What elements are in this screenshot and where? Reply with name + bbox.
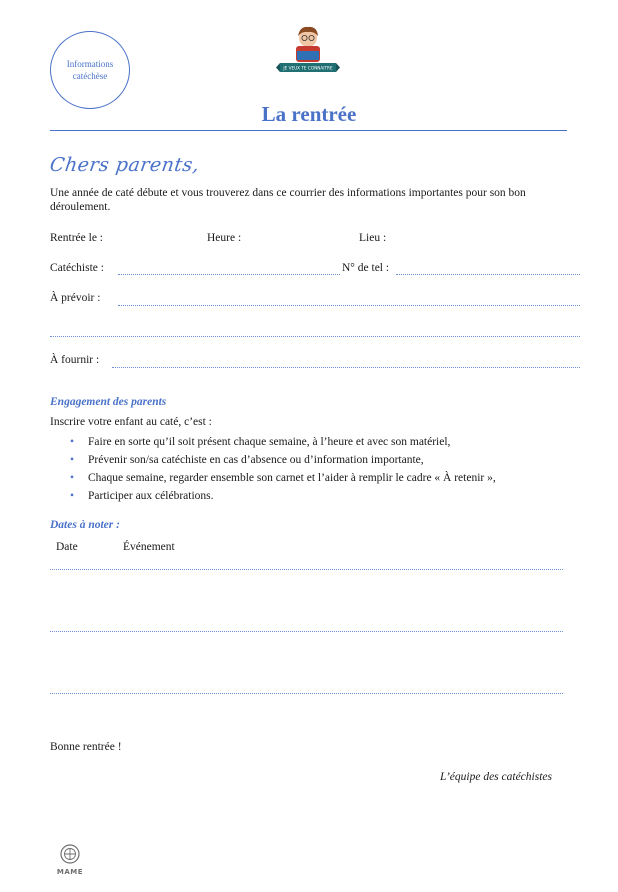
prevoir-field[interactable] bbox=[118, 305, 580, 306]
badge-line-2: catéchèse bbox=[72, 71, 108, 81]
mame-emblem-icon bbox=[59, 843, 81, 865]
prevoir-field-line2[interactable] bbox=[50, 336, 580, 337]
col-date-header: Date bbox=[56, 541, 78, 553]
engagement-lead: Inscrire votre enfant au caté, c’est : bbox=[50, 416, 212, 428]
closing-text: Bonne rentrée ! bbox=[50, 741, 122, 753]
date-entry-line-3[interactable] bbox=[50, 693, 563, 694]
dates-title: Dates à noter : bbox=[50, 519, 120, 531]
lieu-label: Lieu : bbox=[359, 232, 387, 244]
logo-text: JE VEUX TE CONNAITRE bbox=[283, 65, 333, 71]
catechiste-field[interactable] bbox=[118, 274, 340, 275]
greeting: Chers parents, bbox=[48, 154, 201, 176]
tel-label: N° de tel : bbox=[342, 262, 390, 274]
intro-paragraph: Une année de caté débute et vous trouverez dans ce courrier des informations importantes pour son bon déroulement. bbox=[50, 187, 526, 213]
footer-brand: MAME bbox=[56, 868, 84, 876]
info-badge bbox=[50, 31, 130, 109]
list-item: • Chaque semaine, regarder ensemble son carnet et l’aider à remplir le cadre « À retenir », bbox=[50, 469, 496, 487]
heure-label: Heure : bbox=[207, 232, 242, 244]
list-item: • Faire en sorte qu’il soit présent chaque semaine, à l’heure et avec son matériel, bbox=[50, 433, 496, 451]
date-entry-line-2[interactable] bbox=[50, 631, 563, 632]
fournir-field[interactable] bbox=[112, 367, 580, 368]
badge-line-1: Informations bbox=[66, 59, 114, 69]
page-title: La rentrée bbox=[261, 102, 357, 126]
catechiste-label: Catéchiste : bbox=[50, 262, 104, 274]
prevoir-label: À prévoir : bbox=[50, 292, 101, 304]
engagement-list bbox=[50, 433, 496, 505]
tel-field[interactable] bbox=[396, 274, 580, 275]
list-item: • Prévenir son/sa catéchiste en cas d’absence ou d’information importante, bbox=[50, 451, 496, 469]
child-reading-book-icon bbox=[276, 24, 340, 76]
fournir-label: À fournir : bbox=[50, 354, 100, 366]
list-item: • Participer aux célébrations. bbox=[50, 487, 496, 505]
col-event-header: Événement bbox=[123, 541, 175, 553]
engagement-title: Engagement des parents bbox=[50, 396, 167, 408]
title-divider bbox=[50, 130, 567, 131]
signature: L’équipe des catéchistes bbox=[440, 771, 552, 783]
rentree-label: Rentrée le : bbox=[50, 232, 104, 244]
mame-logo bbox=[52, 843, 88, 879]
date-entry-line-1[interactable] bbox=[50, 569, 563, 570]
